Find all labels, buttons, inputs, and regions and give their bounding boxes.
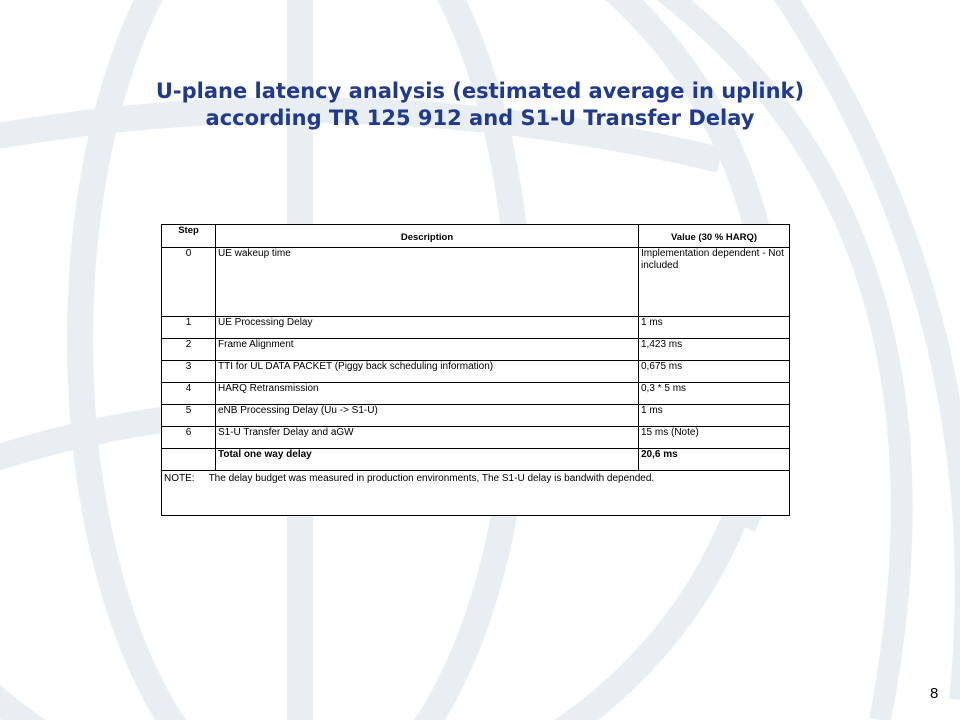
step-cell: 5: [162, 405, 216, 427]
table-row: [162, 427, 790, 449]
table-row: [162, 361, 790, 383]
page-number: 8: [930, 685, 939, 702]
description-cell: TTI for UL DATA PACKET (Piggy back scheduling information): [216, 361, 639, 383]
value-cell: 0,3 * 5 ms: [639, 383, 790, 405]
total-row: [162, 449, 790, 471]
note-text: The delay budget was measured in production environments, The S1-U delay is bandwith depended.: [208, 473, 655, 484]
value-cell: 0,675 ms: [639, 361, 790, 383]
slide-title: [60, 78, 900, 132]
value-cell: Implementation dependent - Not included: [639, 248, 790, 317]
total-step-cell: [162, 449, 216, 471]
table-row: [162, 405, 790, 427]
total-value-cell: 20,6 ms: [639, 449, 790, 471]
description-cell: UE Processing Delay: [216, 317, 639, 339]
description-cell: Frame Alignment: [216, 339, 639, 361]
note-label: NOTE:: [164, 473, 195, 484]
table-row: [162, 317, 790, 339]
value-cell: 1 ms: [639, 317, 790, 339]
table-row: [162, 248, 790, 317]
description-cell: eNB Processing Delay (Uu -> S1-U): [216, 405, 639, 427]
description-cell: UE wakeup time: [216, 248, 639, 317]
header-description: Description: [216, 225, 639, 248]
note-row: [162, 471, 790, 516]
description-cell: S1-U Transfer Delay and aGW: [216, 427, 639, 449]
table-header-row: [162, 225, 790, 248]
step-cell: 4: [162, 383, 216, 405]
table-row: [162, 339, 790, 361]
table-row: [162, 383, 790, 405]
description-cell: HARQ Retransmission: [216, 383, 639, 405]
step-cell: 1: [162, 317, 216, 339]
step-cell: 0: [162, 248, 216, 317]
step-cell: 6: [162, 427, 216, 449]
step-cell: 2: [162, 339, 216, 361]
header-value: Value (30 % HARQ): [639, 225, 790, 248]
slide-title-line-2: according TR 125 912 and S1-U Transfer Delay: [205, 106, 755, 130]
slide-title-line-1: U-plane latency analysis (estimated average in uplink): [155, 79, 805, 103]
value-cell: 1,423 ms: [639, 339, 790, 361]
latency-table: [161, 224, 790, 516]
header-step: Step: [162, 225, 216, 248]
value-cell: 1 ms: [639, 405, 790, 427]
note-cell: [162, 471, 790, 516]
step-cell: 3: [162, 361, 216, 383]
total-label-cell: Total one way delay: [216, 449, 639, 471]
value-cell: 15 ms (Note): [639, 427, 790, 449]
